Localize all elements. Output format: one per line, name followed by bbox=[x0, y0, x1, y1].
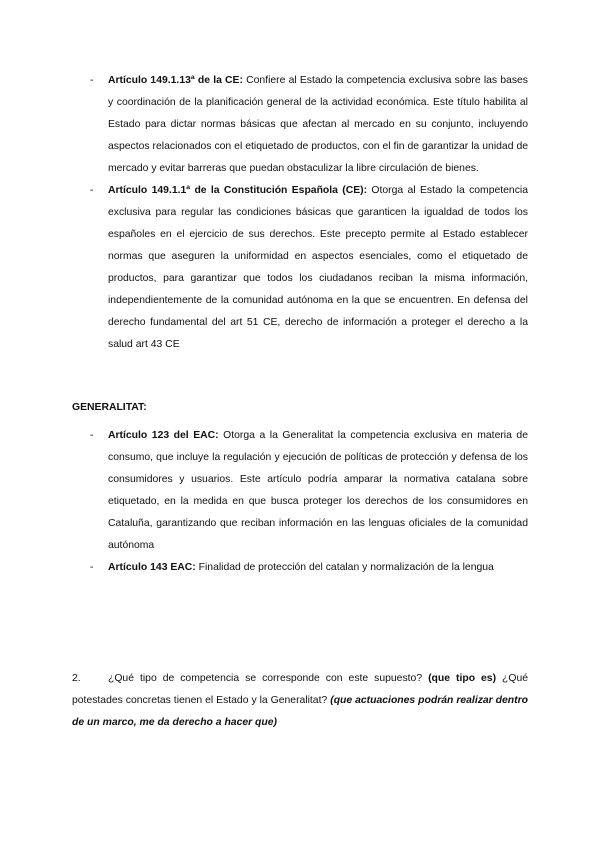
article-title: Artículo 149.1.13ª de la CE: bbox=[108, 75, 243, 86]
question-2 bbox=[72, 668, 528, 734]
list-dash: - bbox=[90, 430, 94, 441]
question-emphasis-2: (que actuaciones podrán realizar dentro de un marco, me da derecho a hacer que) bbox=[72, 695, 529, 728]
list-dash: - bbox=[90, 75, 94, 86]
question-emphasis-1: (que tipo es) bbox=[428, 673, 497, 684]
article-text: Otorga a la Generalitat la competencia exclusiva en materia de consumo, que incluye la regulación y ejecución de políticas de protección y defensa de los consumidores y usuarios. Este artículo podría amparar la normativa catalana sobre etiquetado, en la medida en que busca proteger los derechos de los consumidores en Cataluña, garantizando que reciban información en las lenguas oficiales de la comunidad autónoma bbox=[108, 430, 528, 551]
article-title: Artículo 143 EAC: bbox=[108, 562, 196, 573]
question-text-2: ¿Qué potestades concretas tienen el Estado y la Generalitat? bbox=[72, 673, 529, 706]
article-text: Finalidad de protección del catalan y normalización de la lengua bbox=[195, 562, 494, 573]
state-competence-list bbox=[90, 70, 528, 356]
generalitat-competence-list bbox=[90, 425, 528, 579]
article-text: Otorga al Estado la competencia exclusiva para regular las condiciones básicas que garanticen la igualdad de todos los españoles en el ejercicio de sus derechos. Este precepto permite al Estado establecer normas que aseguren la uniformidad en aspectos esenciales, como el etiquetado de productos, para garantizar que todos los ciudadanos reciban la misma información, independientemente de la comunidad autónoma en la que se encuentren. En defensa del derecho fundamental del art 51 CE, derecho de información a proteger el derecho a la salud art 43 CE bbox=[108, 185, 528, 350]
question-text-1: ¿Qué tipo de competencia se corresponde con este supuesto? bbox=[108, 673, 429, 684]
list-item bbox=[90, 557, 528, 579]
question-number: 2. bbox=[72, 673, 81, 684]
article-title: Artículo 123 del EAC: bbox=[108, 430, 219, 441]
section-heading-generalitat: GENERALITAT: bbox=[72, 402, 147, 413]
article-title: Artículo 149.1.1ª de la Constitución Española (CE): bbox=[108, 185, 368, 196]
article-text: Confiere al Estado la competencia exclusiva sobre las bases y coordinación de la planificación general de la actividad económica. Este título habilita al Estado para dictar normas básicas que afectan al mercado en su conjunto, incluyendo aspectos relacionados con el etiquetado de productos, con el fin de garantizar la unidad de mercado y evitar barreras que puedan obstaculizar la libre circulación de bienes. bbox=[108, 75, 529, 174]
list-item bbox=[90, 180, 528, 356]
list-item bbox=[90, 425, 528, 557]
list-dash: - bbox=[90, 562, 94, 573]
list-dash: - bbox=[90, 185, 94, 196]
list-item bbox=[90, 70, 528, 180]
